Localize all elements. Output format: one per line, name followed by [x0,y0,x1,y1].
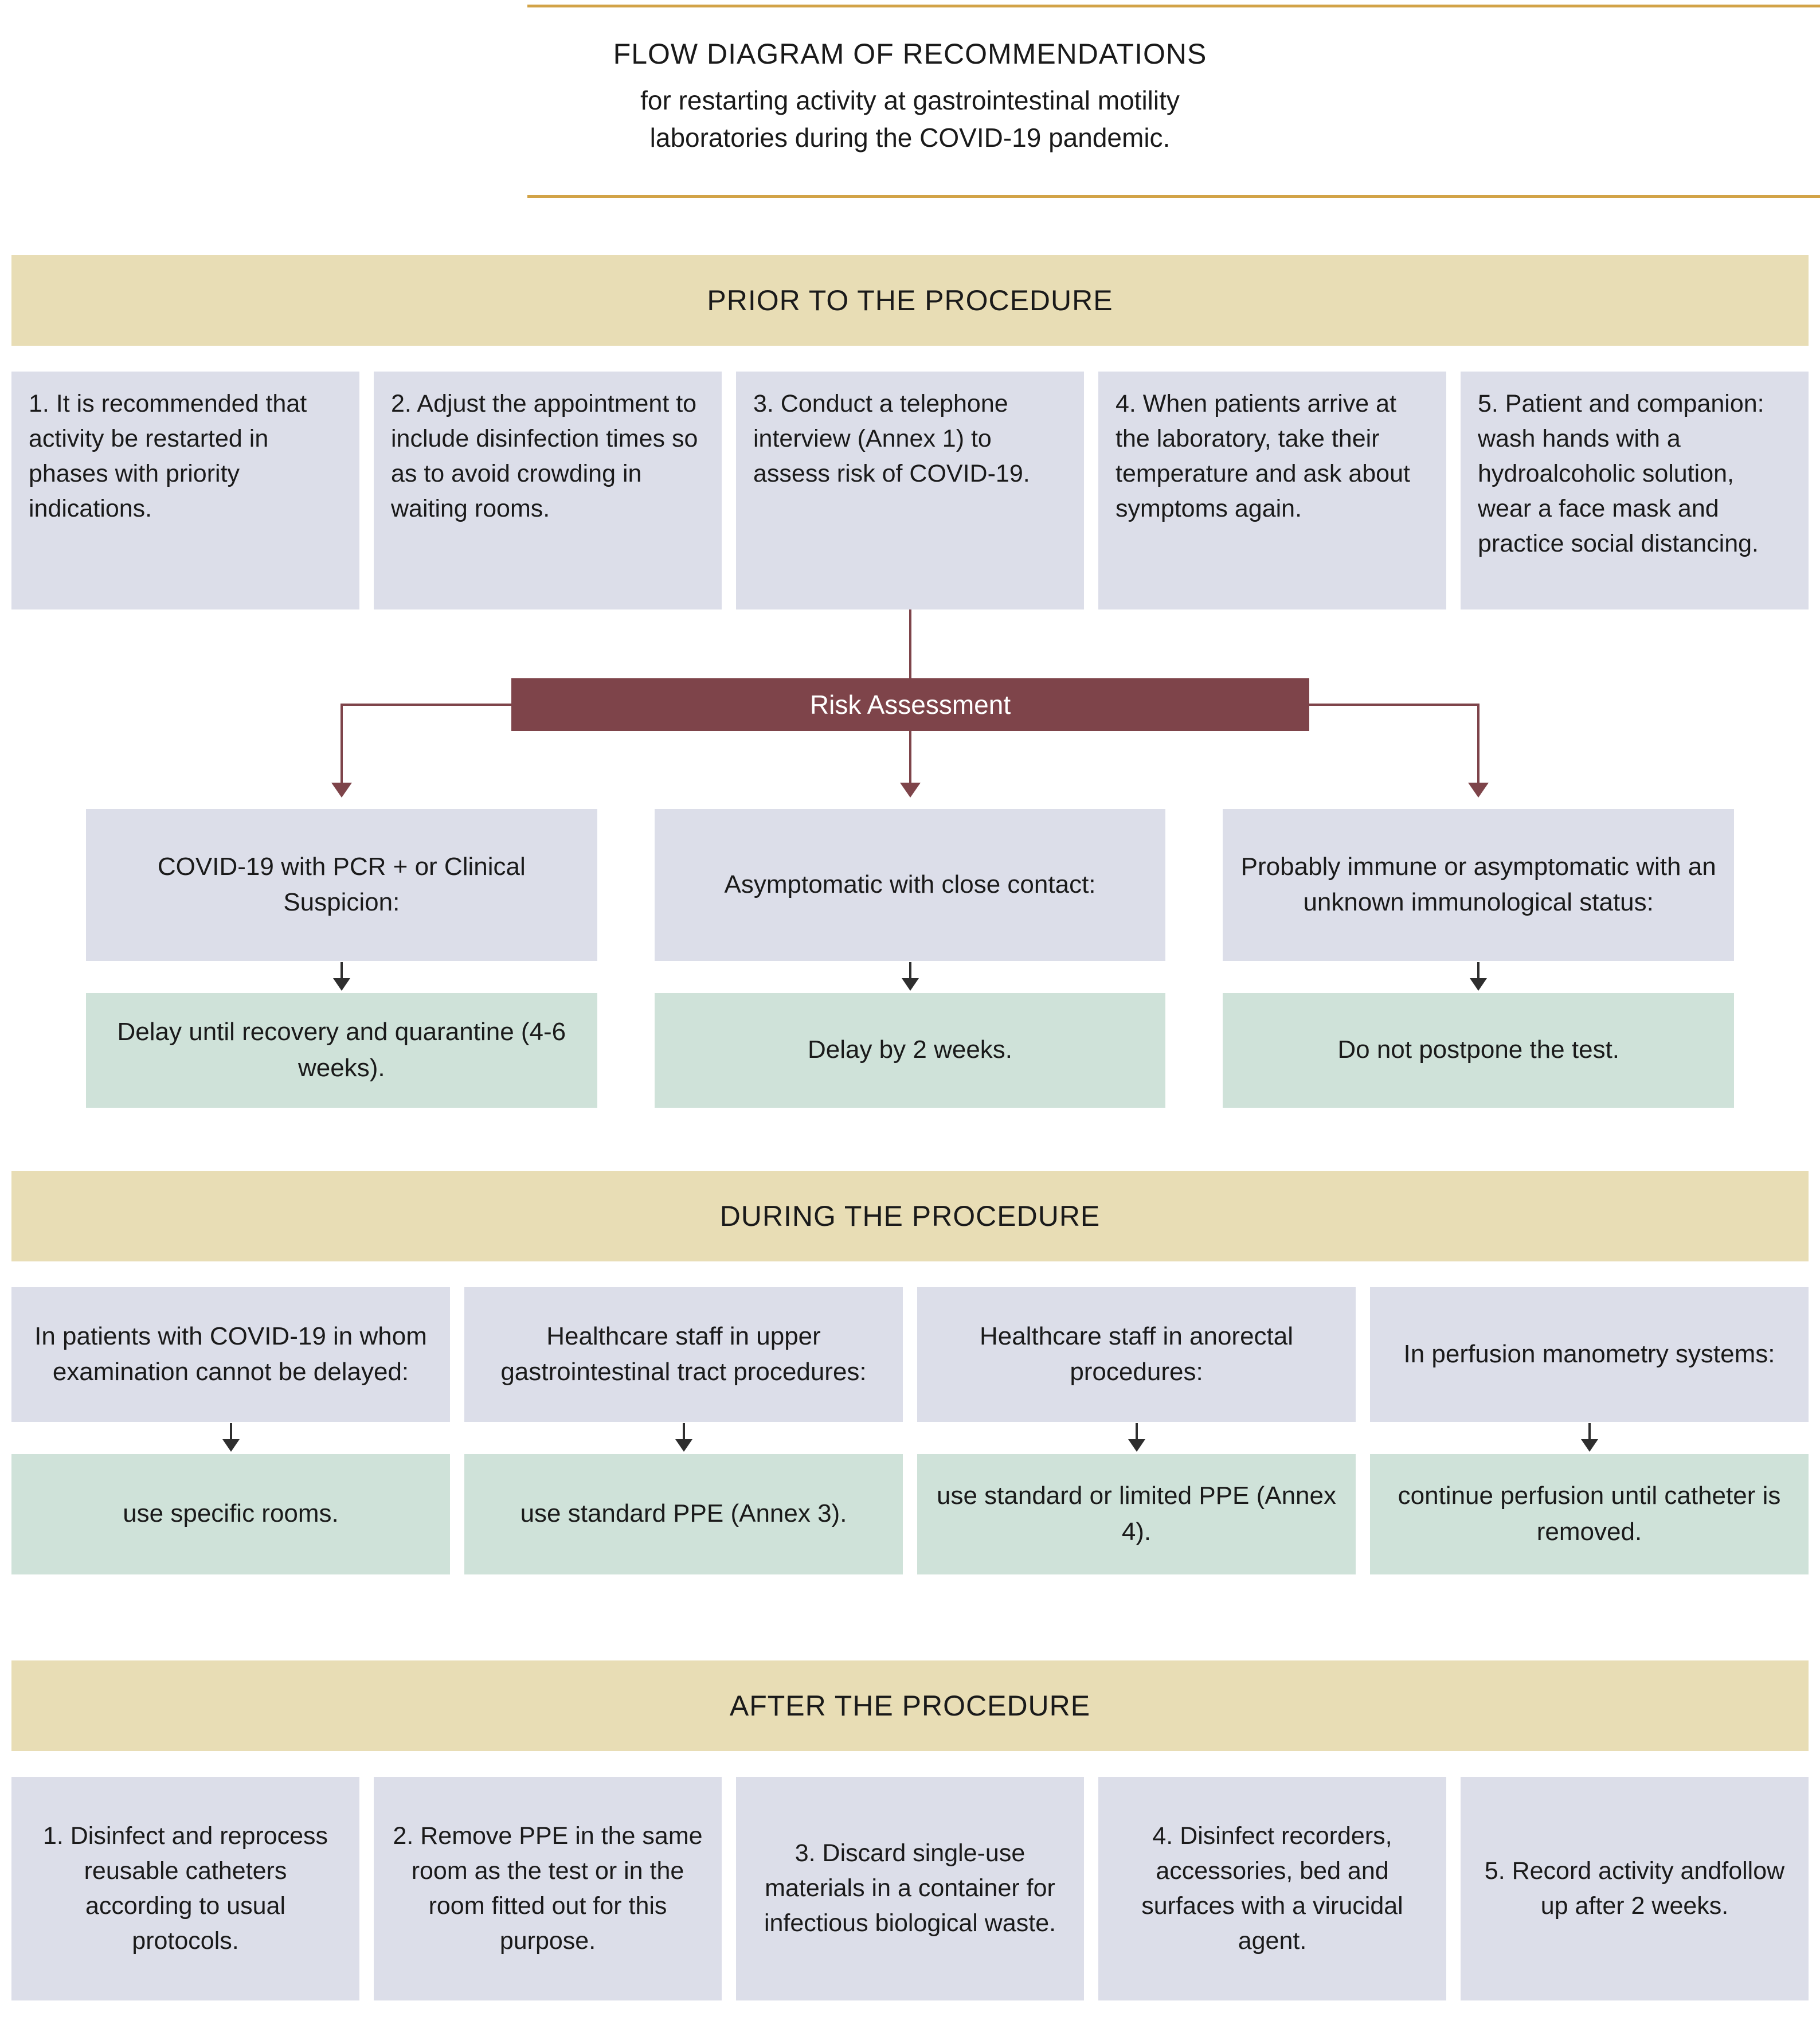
title-line-2: for restarting activity at gastrointestinal motility [640,85,1180,115]
risk-assessment-bar: Risk Assessment [511,678,1309,731]
connector-center-vertical-line [909,731,911,784]
prior-step-4-box: 4. When patients arrive at the laboratory, take their temperature and ask about symptoms again. [1098,372,1446,609]
risk-condition-row [0,809,1820,961]
during-condition-2-box: Healthcare staff in upper gastrointestinal tract procedures: [464,1287,903,1422]
arrow-cell [1370,1422,1809,1454]
down-arrow-icon [675,1422,692,1454]
down-arrow-icon [333,961,350,993]
connector-stem-line [909,609,911,678]
right-arrowhead-icon [1468,783,1489,798]
during-action-2-box: use standard PPE (Annex 3). [464,1454,903,1574]
arrow-cell [86,961,597,993]
risk-action-2-box: Delay by 2 weeks. [655,993,1166,1108]
center-arrowhead-icon [900,783,921,798]
after-step-3-box: 3. Discard single-use materials in a container for infectious biological waste. [736,1777,1084,2000]
risk-arrow-row [0,961,1820,993]
after-steps-row [0,1777,1820,2000]
section-header-during: DURING THE PROCEDURE [11,1171,1809,1261]
arrow-cell [464,1422,903,1454]
during-action-1-box: use specific rooms. [11,1454,450,1574]
section-prior [0,255,1820,1108]
during-condition-3-box: Healthcare staff in anorectal procedures: [917,1287,1356,1422]
after-step-1-box: 1. Disinfect and reprocess reusable catheters according to usual protocols. [11,1777,359,2000]
section-header-after: AFTER THE PROCEDURE [11,1660,1809,1751]
arrow-cell [1223,961,1734,993]
connector-right-vertical-line [1477,704,1480,784]
risk-condition-2-box: Asymptomatic with close contact: [655,809,1166,961]
prior-step-5-box: 5. Patient and companion: wash hands with a hydroalcoholic solution, wear a face mask and practice social distancing. [1461,372,1809,609]
risk-action-3-box: Do not postpone the test. [1223,993,1734,1108]
during-action-3-box: use standard or limited PPE (Annex 4). [917,1454,1356,1574]
section-after [0,1660,1820,2000]
flow-diagram [0,5,1820,2000]
connector-right-horizontal-line [1309,704,1478,706]
during-condition-4-box: In perfusion manometry systems: [1370,1287,1809,1422]
after-step-2-box: 2. Remove PPE in the same room as the test or in the room fitted out for this purpose. [374,1777,722,2000]
down-arrow-icon [1470,961,1487,993]
prior-step-2-box: 2. Adjust the appointment to include disinfection times so as to avoid crowding in waiting rooms. [374,372,722,609]
diagram-title [0,7,1820,195]
prior-step-3-box: 3. Conduct a telephone interview (Annex 1) to assess risk of COVID-19. [736,372,1084,609]
title-line-1: FLOW DIAGRAM OF RECOMMENDATIONS [613,38,1207,70]
risk-action-1-box: Delay until recovery and quarantine (4-6 weeks). [86,993,597,1108]
arrow-cell [11,1422,450,1454]
after-step-4-box: 4. Disinfect recorders, accessories, bed and surfaces with a virucidal agent. [1098,1777,1446,2000]
down-arrow-icon [1128,1422,1145,1454]
prior-steps-row [0,372,1820,609]
connector-left-vertical-line [340,704,343,784]
during-condition-1-box: In patients with COVID-19 in whom examination cannot be delayed: [11,1287,450,1422]
risk-condition-3-box: Probably immune or asymptomatic with an unknown immunological status: [1223,809,1734,961]
after-step-5-box: 5. Record activity andfollow up after 2 weeks. [1461,1777,1809,2000]
down-arrow-icon [222,1422,240,1454]
section-header-prior: PRIOR TO THE PROCEDURE [11,255,1809,346]
risk-assessment-connector [0,609,1820,799]
down-arrow-icon [1581,1422,1598,1454]
during-condition-row [0,1287,1820,1422]
arrow-cell [655,961,1166,993]
arrow-cell [917,1422,1356,1454]
left-arrowhead-icon [331,783,352,798]
risk-action-row [0,993,1820,1108]
during-arrow-row [0,1422,1820,1454]
during-action-row [0,1454,1820,1574]
title-line-3: laboratories during the COVID-19 pandemic. [649,123,1171,153]
down-arrow-icon [902,961,919,993]
risk-condition-1-box: COVID-19 with PCR + or Clinical Suspicion: [86,809,597,961]
prior-step-1-box: 1. It is recommended that activity be restarted in phases with priority indications. [11,372,359,609]
gold-rule-bottom [527,195,1820,198]
connector-left-horizontal-line [342,704,511,706]
during-action-4-box: continue perfusion until catheter is removed. [1370,1454,1809,1574]
section-during [0,1171,1820,1574]
